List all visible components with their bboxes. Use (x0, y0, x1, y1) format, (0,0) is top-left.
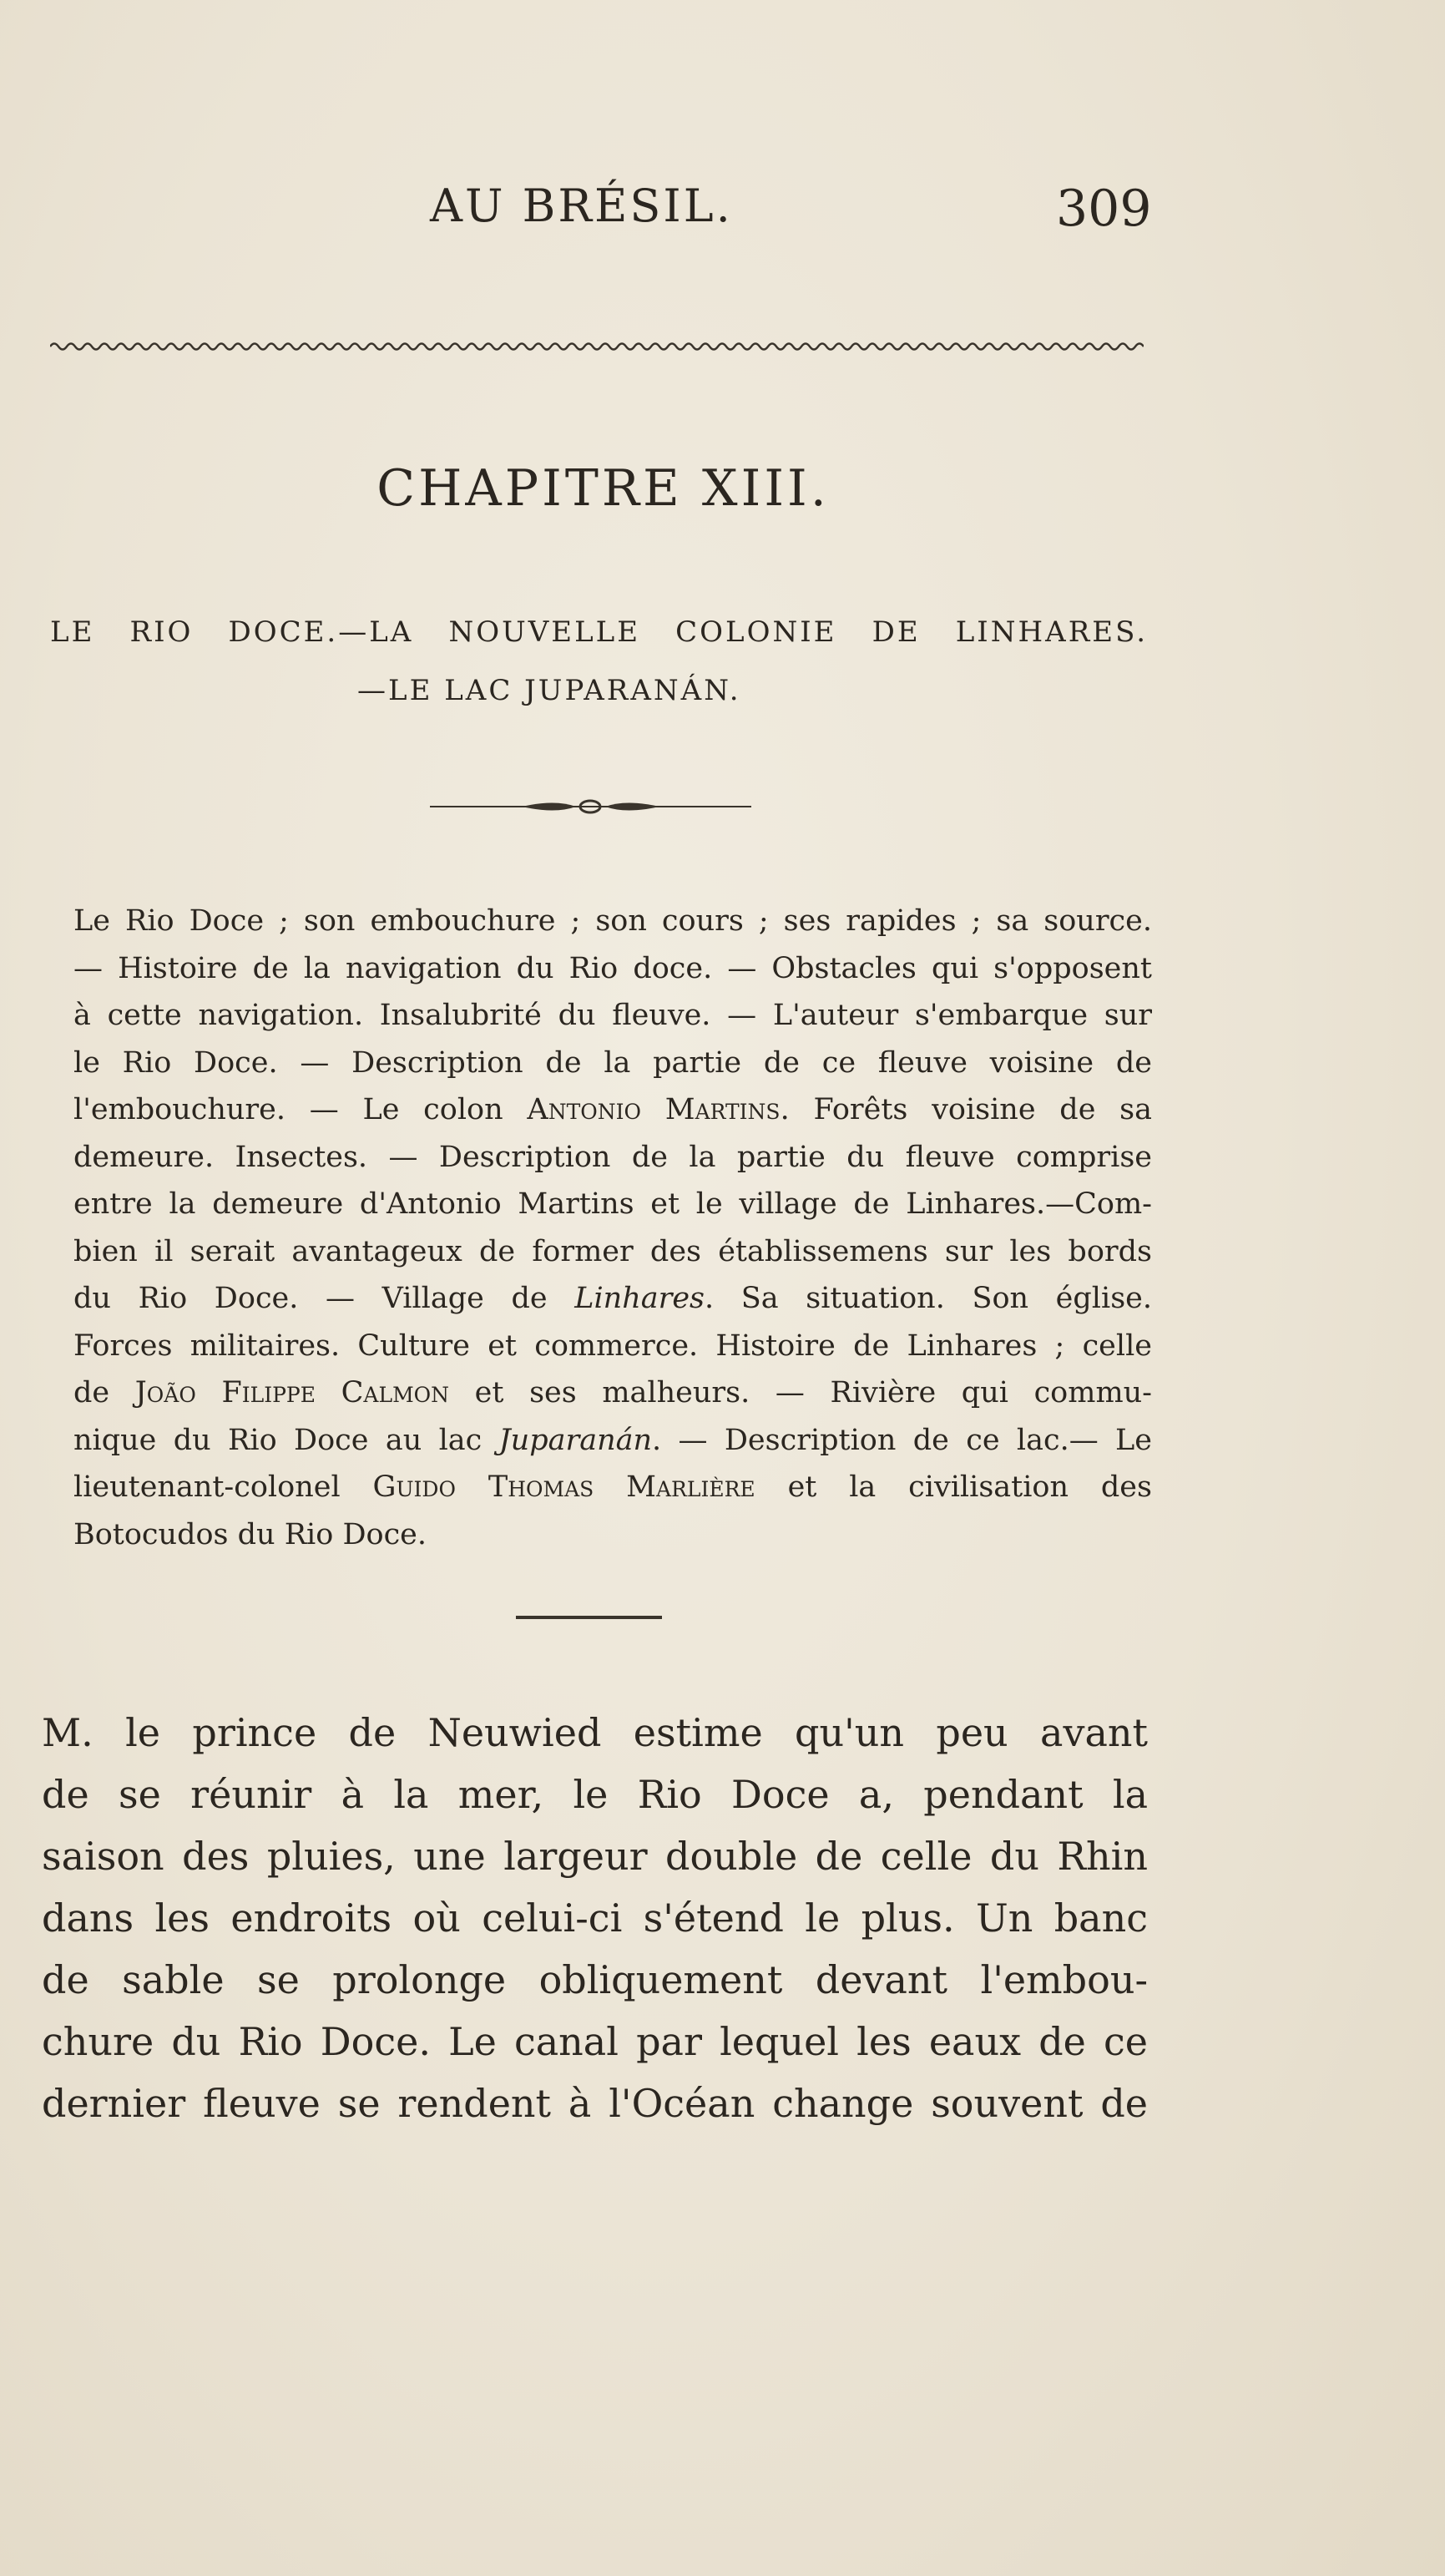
body-line: dernier fleuve se rendent à l'Océan change souvent de (42, 2081, 1148, 2126)
person-name: Guido Thomas Marlière (372, 1470, 755, 1504)
summary-line (73, 1369, 1152, 1417)
running-head: AU BRÉSIL. (430, 180, 733, 232)
summary-line: à cette navigation. Insalubrité du fleuve. — L'auteur s'embarque sur (73, 999, 1152, 1032)
summary-text: . Forêts voisine de sa (780, 1093, 1152, 1126)
summary-line (73, 1464, 1152, 1511)
page-number: 309 (1056, 180, 1152, 238)
ornament-divider (430, 797, 751, 816)
chapter-title: CHAPITRE XIII. (376, 459, 830, 518)
summary-text: l'embouchure. — Le colon (73, 1093, 528, 1126)
body-line: de sable se prolonge obliquement devant l'embou- (42, 1957, 1148, 2002)
summary-line: Forces militaires. Culture et commerce. Histoire de Linhares ; celle (73, 1328, 1152, 1363)
body-line: de se réunir à la mer, le Rio Doce a, pendant la (42, 1772, 1148, 1817)
place-name: Juparanán (498, 1423, 653, 1457)
summary-text: nique du Rio Doce au lac (73, 1423, 499, 1457)
summary-text: et la civilisation des (755, 1470, 1152, 1504)
summary-line: Le Rio Doce ; son embouchure ; son cours ; ses rapides ; sa source. (73, 904, 1152, 938)
summary-text: . Sa situation. Son église. (705, 1282, 1152, 1315)
body-line: dans les endroits où celui-ci s'étend le plus. Un banc (42, 1895, 1148, 1941)
chapter-subtitle-line: LE RIO DOCE.—LA NOUVELLE COLONIE DE LINHARES. (50, 615, 1148, 649)
body-line: saison des pluies, une largeur double de celle du Rhin (42, 1834, 1148, 1879)
summary-line: Botocudos du Rio Doce. (73, 1517, 427, 1551)
wavy-rule-divider (50, 341, 1144, 352)
summary-line: le Rio Doce. — Description de la partie de ce fleuve voisine de (73, 1045, 1152, 1080)
person-name: João Filippe Calmon (134, 1376, 450, 1409)
summary-line: — Histoire de la navigation du Rio doce. — Obstacles qui s'opposent (73, 951, 1152, 985)
person-name: Antonio Martins (527, 1093, 781, 1126)
summary-line: demeure. Insectes. — Description de la partie du fleuve comprise (73, 1140, 1152, 1174)
summary-line: entre la demeure d'Antonio Martins et le village de Linhares.—Com- (73, 1187, 1152, 1221)
chapter-subtitle (50, 603, 1148, 720)
body-line: M. le prince de Neuwied estime qu'un peu avant (42, 1710, 1148, 1755)
body-paragraph (42, 1702, 1148, 2134)
chapter-subtitle-line: —LE LAC JUPARANÁN. (357, 674, 741, 707)
chapter-summary (73, 898, 1152, 1558)
summary-line (73, 1275, 1152, 1323)
summary-text: de (73, 1376, 135, 1409)
summary-text: . — Description de ce lac.— Le (652, 1423, 1153, 1457)
summary-text: lieutenant-colonel (73, 1470, 373, 1504)
short-rule-divider (516, 1616, 662, 1619)
summary-text: du Rio Doce. — Village de (73, 1282, 575, 1315)
body-line: chure du Rio Doce. Le canal par lequel les eaux de ce (42, 2019, 1148, 2064)
summary-text: et ses malheurs. — Rivière qui commu- (449, 1376, 1152, 1409)
place-name: Linhares (574, 1282, 705, 1315)
summary-line: bien il serait avantageux de former des établissemens sur les bords (73, 1234, 1152, 1268)
summary-line (73, 1417, 1152, 1465)
summary-line (73, 1086, 1152, 1134)
